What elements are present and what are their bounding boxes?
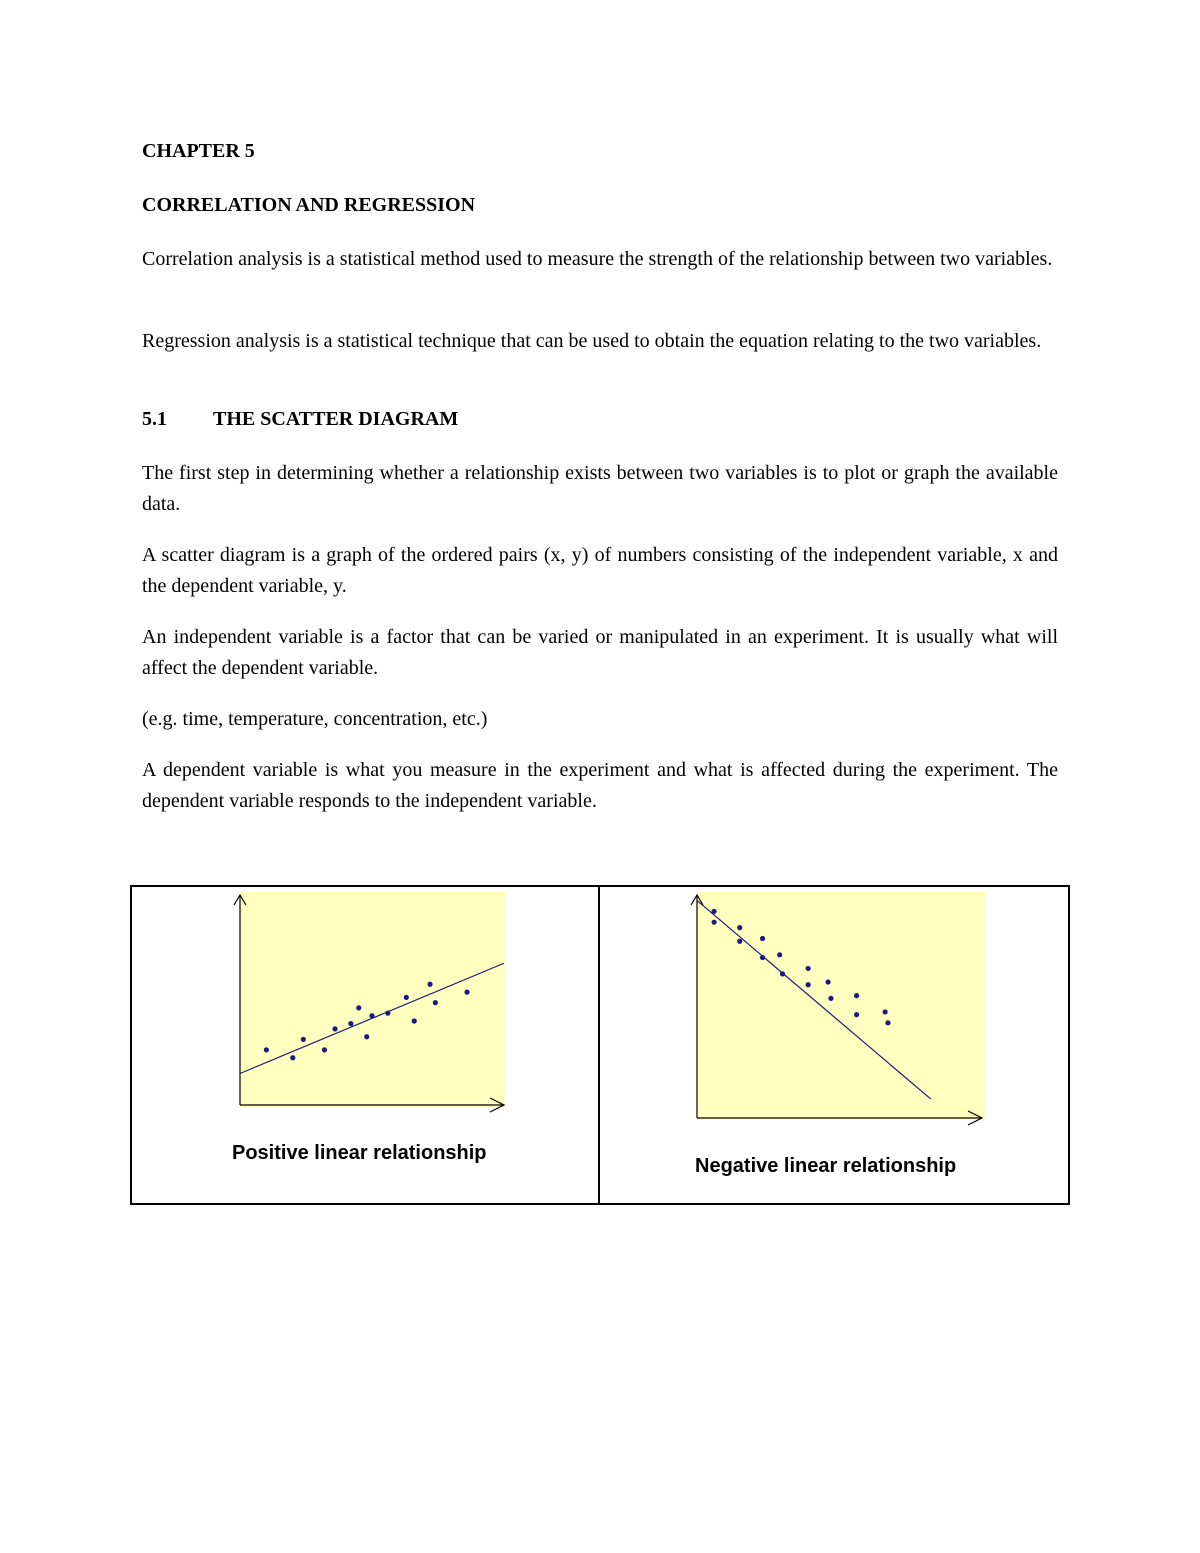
scatter-point xyxy=(364,1034,369,1039)
scatter-point xyxy=(885,1020,890,1025)
scatter-point xyxy=(369,1013,374,1018)
paragraph-regression: Regression analysis is a statistical technique that can be used to obtain the equation relating to the two variables. xyxy=(142,330,1042,352)
scatter-point xyxy=(322,1047,327,1052)
scatter-point xyxy=(290,1055,295,1060)
scatter-point xyxy=(412,1018,417,1023)
scatter-point xyxy=(404,995,409,1000)
scatter-point xyxy=(806,966,811,971)
scatter-point xyxy=(712,909,717,914)
section-heading xyxy=(142,408,458,431)
scatter-point xyxy=(760,936,765,941)
scatter-point xyxy=(760,955,765,960)
section-number: 5.1 xyxy=(142,408,167,430)
scatter-point xyxy=(427,982,432,987)
paragraph-dependent-variable: A dependent variable is what you measure in the experiment and what is affected during the experiment. The dependent variable responds to the independent variable. xyxy=(142,759,1058,812)
scatter-point xyxy=(433,1000,438,1005)
paragraph-correlation: Correlation analysis is a statistical method used to measure the strength of the relationship between two variables. xyxy=(142,248,1053,270)
scatter-point xyxy=(854,993,859,998)
scatter-point xyxy=(348,1021,353,1026)
scatter-point xyxy=(780,971,785,976)
paragraph-examples: (e.g. time, temperature, concentration, etc.) xyxy=(142,708,488,730)
paragraph-scatter-definition: A scatter diagram is a graph of the ordered pairs (x, y) of numbers consisting of the independent variable, x and the dependent variable, y. xyxy=(142,544,1058,597)
scatter-point xyxy=(385,1011,390,1016)
scatter-point xyxy=(828,996,833,1001)
caption-negative: Negative linear relationship xyxy=(695,1155,957,1177)
scatter-point xyxy=(356,1005,361,1010)
scatter-point xyxy=(737,925,742,930)
scatter-point xyxy=(332,1026,337,1031)
scatter-point xyxy=(826,979,831,984)
scatter-point xyxy=(806,982,811,987)
scatter-point xyxy=(264,1047,269,1052)
scatter-point xyxy=(777,952,782,957)
scatter-point xyxy=(464,990,469,995)
caption-positive: Positive linear relationship xyxy=(232,1142,487,1164)
scatter-point xyxy=(854,1012,859,1017)
scatter-point xyxy=(301,1037,306,1042)
scatter-point xyxy=(883,1009,888,1014)
scatter-point xyxy=(712,920,717,925)
paragraph-independent-variable: An independent variable is a factor that can be varied or manipulated in an experiment. It is usually what will affect the dependent variable. xyxy=(142,626,1058,679)
chapter-heading: CHAPTER 5 xyxy=(142,140,255,162)
figure-cell-negative xyxy=(600,887,1068,1203)
figure-cell-positive xyxy=(132,887,600,1203)
figure-table xyxy=(130,885,1070,1205)
scatter-point xyxy=(737,939,742,944)
plot-background xyxy=(240,892,505,1107)
paragraph-first-step: The first step in determining whether a relationship exists between two variables is to plot or graph the available data. xyxy=(142,462,1058,515)
section-title: THE SCATTER DIAGRAM xyxy=(213,408,459,430)
chapter-title: CORRELATION AND REGRESSION xyxy=(142,194,476,216)
